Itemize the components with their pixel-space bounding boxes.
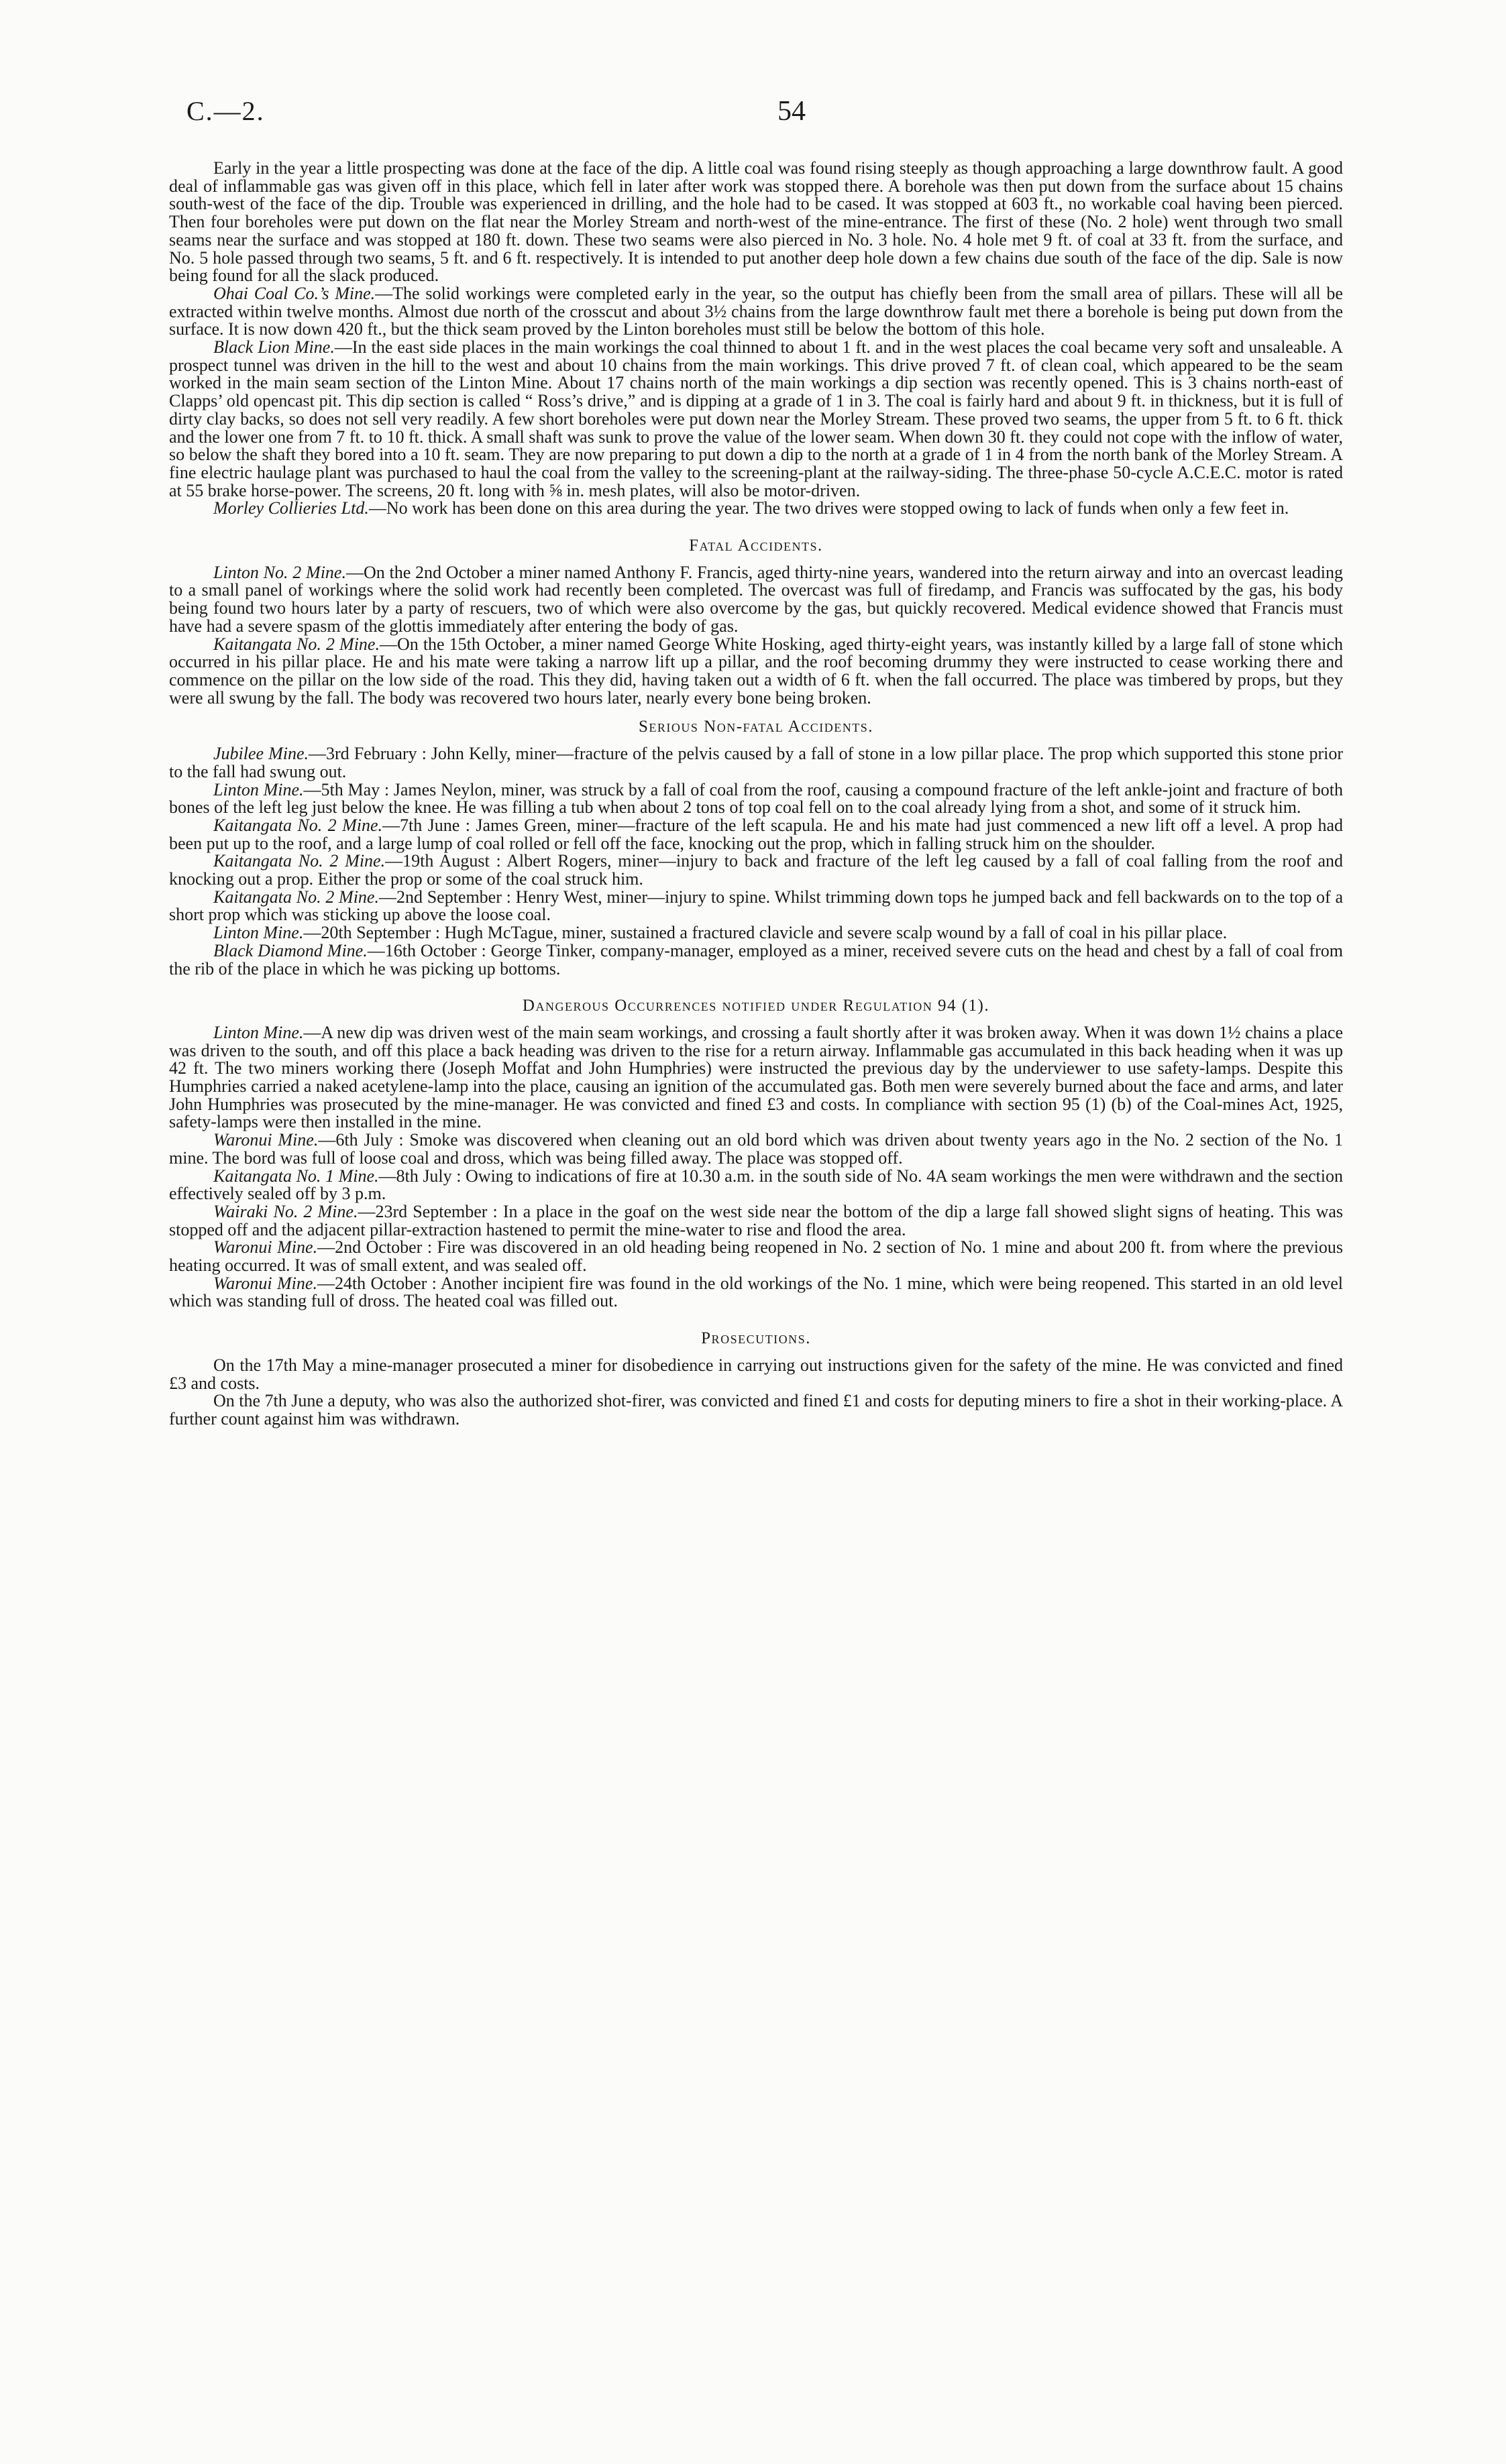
paragraph-prospecting: Early in the year a little prospecting was done at the face of the dip. A little coal was found rising steeply as though approaching a large downthrow fault. A good deal of inflammable gas was given off in this place, which fell in later after work was stopped there. A borehole was then put down from the surface about 15 chains south-west of the face of the dip. Trouble was experienced in drilling, and the hole had to be cased. It was stopped at 603 ft., no workable coal having been pierced. Then four boreholes were put down on the flat near the Morley Stream and north-west of the mine-entrance. The first of these (No. 2 hole) went through two small seams near the surface and was stopped at 180 ft. down. These two seams were also pierced in No. 3 hole. No. 4 hole met 9 ft. of coal at 33 ft. from the surface, and No. 5 hole passed through two seams, 5 ft. and 6 ft. respectively. It is intended to put another deep hole down a few chains due south of the face of the dip. Sale is now being found for all the slack produced. — [169, 158, 1343, 286]
mine-name: Kaitangata No. 2 Mine. — [213, 887, 379, 907]
dangerous-occurrence-entry — [169, 1024, 1343, 1131]
paragraph-text: —In the east side places in the main workings the coal thinned to about 1 ft. and in the west places the coal became very soft and unsaleable. A prospect tunnel was driven in the hill to the west and about 10 chains from the main workings. This drive proved 7 ft. of clean coal, which appeared to be the seam worked in the main seam section of the Linton Mine. About 17 chains north of the main workings a dip section was recently opened. This is 3 chains north-east of Clapps’ old opencast pit. This dip section is called “ Ross’s drive,” and is dipping at a grade of 1 in 3. The coal is fairly hard and about 9 ft. in thickness, but it is full of dirty clay backs, so does not sell very readily. A few short boreholes were put down near the Morley Stream. These proved two seams, the upper from 5 ft. to 6 ft. thick and the lower one from 7 ft. to 10 ft. thick. A small shaft was sunk to prove the value of the lower seam. When down 30 ft. they could not cope with the inflow of water, so below the shaft they bored into a 10 ft. seam. They are now preparing to put down a dip to the north at a grade of 1 in 4 from the north bank of the Morley Stream. A fine electric haulage plant was purchased to haul the coal from the valley to the screening-plant at the railway-siding. The three-phase 50-cycle A.C.E.C. motor is rated at 55 brake horse-power. The screens, 20 ft. long with ⅝ in. mesh plates, will also be motor-driven. — [169, 337, 1343, 500]
serious-accident-entry — [169, 852, 1343, 888]
mine-name: Kaitangata No. 2 Mine. — [213, 815, 383, 835]
fatal-accident-entry — [169, 636, 1343, 708]
page-number: 54 — [777, 96, 806, 127]
prosecution-entry: On the 17th May a mine-manager prosecuted a miner for disobedience in carrying out instructions given for the safety of the mine. He was convicted and fined £3 and costs. — [169, 1355, 1343, 1393]
paragraph-text: —The solid workings were completed early in the year, so the output has chiefly been from the small area of pillars. These will all be extracted within twelve months. Almost due north of the crosscut and about 3½ chains from the large downthrow fault met there a borehole is being put down from the surface. It is now down 420 ft., but the thick seam proved by the Linton boreholes must still be below the bottom of this hole. — [169, 283, 1343, 339]
mine-name: Morley Collieries Ltd. — [213, 498, 369, 518]
mine-name: Linton Mine. — [213, 923, 304, 943]
paragraph-morley — [169, 500, 1343, 518]
prosecution-entry: On the 7th June a deputy, who was also the authorized shot-firer, was convicted and fined £1 and costs for deputing miners to fire a shot in their working-place. A further count against him was withdrawn. — [169, 1391, 1343, 1429]
dangerous-occurrence-entry — [169, 1203, 1343, 1239]
heading-prosecutions: Prosecutions. — [701, 1329, 811, 1348]
paragraph-text: —No work has been done on this area during the year. The two drives were stopped owing to lack of funds when only a few feet in. — [368, 498, 1289, 518]
mine-name: Black Diamond Mine. — [213, 940, 368, 960]
entry-text: —19th August : Albert Rogers, miner—injury to back and fracture of the left leg caused by a fall of coal falling from the roof and knocking out a prop. Either the prop or some of the coal struck him. — [169, 851, 1344, 889]
mine-name: Jubilee Mine. — [213, 744, 309, 764]
dangerous-occurrence-entry — [169, 1239, 1343, 1274]
serious-accident-entry — [169, 781, 1343, 817]
paragraph-ohai — [169, 285, 1343, 339]
body-text — [169, 160, 1343, 1429]
mine-name: Wairaki No. 2 Mine. — [213, 1201, 358, 1221]
serious-accident-entry — [169, 817, 1343, 852]
mine-name: Waronui Mine. — [213, 1273, 317, 1293]
entry-text: —2nd September : Henry West, miner—injury to spine. Whilst trimming down tops he jumped back and fell backwards on to the top of a short prop which was sticking up above the loose coal. — [169, 887, 1343, 925]
entry-text: —6th July : Smoke was discovered when cleaning out an old bord which was driven about twenty years ago in the No. 2 section of the No. 1 mine. The bord was full of loose coal and dross, which was being filled away. The place was stopped off. — [169, 1130, 1343, 1168]
mine-name: Kaitangata No. 2 Mine. — [213, 851, 386, 871]
dangerous-occurrence-entry — [169, 1275, 1343, 1310]
entry-text: —A new dip was driven west of the main seam workings, and crossing a fault shortly after it was broken away. When it was down 1½ chains a place was driven to the south, and off this place a back heading was driven to the rise for a return airway. Inflammable gas accumulated in this back heading when it was up 42 ft. The two miners working there (Joseph Moffat and John Humphries) were instructed the previous day by the underviewer to use safety-lamps. Despite this Humphries carried a naked acetylene-lamp into the place, causing an ignition of the accumulated gas. Both men were severely burned about the face and arms, and later John Humphries was prosecuted by the mine-manager. He was convicted and fined £3 and costs. In compliance with section 95 (1) (b) of the Coal-mines Act, 1925, safety-lamps were then installed in the mine. — [169, 1022, 1343, 1132]
dangerous-occurrence-entry — [169, 1168, 1343, 1203]
entry-text: —8th July : Owing to indications of fire at 10.30 a.m. in the south side of No. 4A seam workings the men were withdrawn and the section effectively sealed off by 3 p.m. — [169, 1166, 1343, 1204]
serious-accident-entry — [169, 924, 1343, 942]
heading-dangerous-occurrences: Dangerous Occurrences notified under Regulation 94 (1). — [522, 997, 990, 1015]
mine-name: Linton Mine. — [213, 1022, 304, 1042]
entry-text: —16th October : George Tinker, company-manager, employed as a miner, received severe cuts on the head and chest by a fall of coal from the rib of the place in which he was picking up bottoms. — [169, 940, 1343, 978]
entry-text: —20th September : Hugh McTague, miner, sustained a fractured clavicle and severe scalp wound by a fall of coal in his pillar place. — [303, 923, 1228, 943]
paragraph-black-lion — [169, 339, 1343, 500]
entry-text: —On the 2nd October a miner named Anthony F. Francis, aged thirty-nine years, wandered into the return airway and into an overcast leading to a small panel of workings where the solid work had recently been completed. The overcast was full of firedamp, and Francis was suffocated by the gas, his body being found two hours later by a party of rescuers, two of which were also overcome by the gas, but quickly recovered. Medical evidence showed that Francis must have had a severe spasm of the glottis immediately after entering the body of gas. — [169, 562, 1343, 636]
entry-text: —2nd October : Fire was discovered in an old heading being reopened in No. 2 section of No. 1 mine and about 200 ft. from where the previous heating occurred. It was of small extent, and was sealed off. — [169, 1237, 1343, 1276]
mine-name: Linton No. 2 Mine. — [213, 562, 346, 582]
mine-name: Waronui Mine. — [213, 1237, 318, 1257]
mine-name: Black Lion Mine. — [213, 337, 335, 357]
entry-text: —5th May : James Neylon, miner, was struck by a fall of coal from the roof, causing a compound fracture of the left ankle-joint and fracture of both bones of the left leg just below the knee. He was filling a tub when about 2 tons of top coal fell on to the coal already lying from a shot, and some of it struck him. — [169, 779, 1343, 818]
heading-serious-accidents: Serious Non-fatal Accidents. — [639, 718, 873, 736]
serious-accident-entry — [169, 942, 1343, 978]
mine-name: Ohai Coal Co.’s Mine. — [213, 283, 376, 303]
entry-text: —23rd September : In a place in the goaf on the west side near the bottom of the dip a large fall showed slight signs of heating. This was stopped off and the adjacent pillar-extraction hastened to permit the mine-water to rise and flood the area. — [169, 1201, 1343, 1239]
mine-name: Waronui Mine. — [213, 1130, 319, 1150]
mine-name: Kaitangata No. 2 Mine. — [213, 634, 380, 654]
entry-text: —24th October : Another incipient fire was found in the old workings of the No. 1 mine, which were being reopened. This started in an old level which was standing full of dross. The heated coal was filled out. — [169, 1273, 1343, 1311]
entry-text: —On the 15th October, a miner named George White Hosking, aged thirty-eight years, was instantly killed by a large fall of stone which occurred in his pillar place. He and his mate were taking a narrow lift up a pillar, and the roof becoming drummy they were instructed to cease working there and commence on the pillar on the low side of the road. This they did, having taken out a width of 6 ft. when the fall occurred. The place was timbered by props, but they were all swung by the fall. The body was recovered two hours later, nearly every bone being broken. — [169, 634, 1343, 708]
entry-text: —3rd February : John Kelly, miner—fracture of the pelvis caused by a fall of stone in a low pillar place. The prop which supported this stone prior to the fall had swung out. — [169, 744, 1343, 781]
serious-accident-entry — [169, 889, 1343, 924]
serious-accident-entry — [169, 745, 1343, 781]
mine-name: Linton Mine. — [213, 779, 304, 799]
series-reference: C.—2. — [186, 96, 265, 126]
fatal-accident-entry — [169, 564, 1343, 636]
entry-text: —7th June : James Green, miner—fracture of the left scapula. He and his mate had just commenced a new lift off a level. A prop had been put up to the roof, and a large lump of coal rolled or fell off the face, knocking out the prop, which in falling struck him on the shoulder. — [169, 815, 1344, 853]
dangerous-occurrence-entry — [169, 1131, 1343, 1167]
heading-fatal-accidents: Fatal Accidents. — [689, 537, 823, 555]
mine-name: Kaitangata No. 1 Mine. — [213, 1166, 379, 1186]
